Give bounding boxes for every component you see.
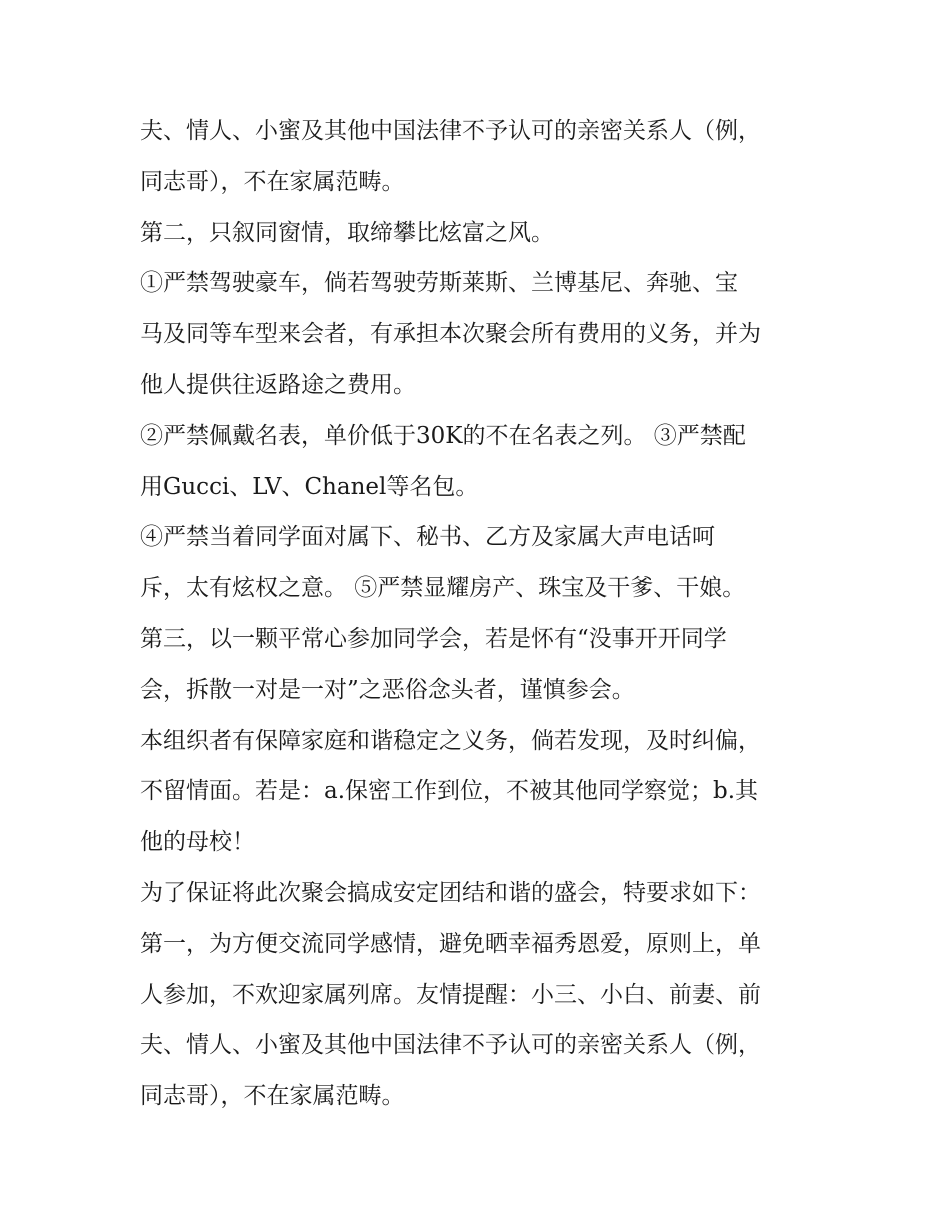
text-line: ①严禁驾驶豪车，倘若驾驶劳斯莱斯、兰博基尼、奔驰、宝 bbox=[140, 270, 738, 297]
text-line: ④严禁当着同学面对属下、秘书、乙方及家属大声电话呵 bbox=[140, 524, 715, 551]
document-body bbox=[140, 106, 820, 1122]
text-line: 第二，只叙同窗情，取缔攀比炫富之风。 bbox=[140, 219, 554, 246]
text-line: 本组织者有保障家庭和谐稳定之义务，倘若发现，及时纠偏， bbox=[140, 727, 761, 754]
text-line: 同志哥），不在家属范畴。 bbox=[140, 1083, 405, 1110]
text-line: ②严禁佩戴名表，单价低于30K的不在名表之列。 ③严禁配 bbox=[140, 422, 746, 449]
text-line: 夫、情人、小蜜及其他中国法律不予认可的亲密关系人（例， bbox=[140, 1032, 761, 1059]
text-line: 人参加，不欢迎家属列席。友情提醒：小三、小白、前妻、前 bbox=[140, 981, 761, 1008]
text-line: 马及同等车型来会者，有承担本次聚会所有费用的义务，并为 bbox=[140, 321, 761, 348]
text-line: 第一，为方便交流同学感情，避免晒幸福秀恩爱，原则上，单 bbox=[140, 930, 761, 957]
text-line: 他人提供往返路途之费用。 bbox=[140, 371, 416, 398]
text-line: 他的母校！ bbox=[140, 829, 255, 856]
text-line: 会，拆散一对是一对”之恶俗念头者，谨慎参会。 bbox=[140, 676, 635, 703]
text-line: 用Gucci、LV、Chanel等名包。 bbox=[140, 473, 479, 500]
text-line: 为了保证将此次聚会搞成安定团结和谐的盛会，特要求如下： bbox=[140, 879, 761, 906]
text-line: 夫、情人、小蜜及其他中国法律不予认可的亲密关系人（例， bbox=[140, 118, 761, 144]
text-line: 不留情面。若是：a.保密工作到位，不被其他同学察觉；b.其 bbox=[140, 778, 759, 805]
text-line: 斥，太有炫权之意。 ⑤严禁显耀房产、珠宝及干爹、干娘。 bbox=[140, 575, 746, 602]
text-line: 第三，以一颗平常心参加同学会，若是怀有“没事开开同学 bbox=[140, 625, 727, 652]
text-line: 同志哥），不在家属范畴。 bbox=[140, 168, 405, 195]
